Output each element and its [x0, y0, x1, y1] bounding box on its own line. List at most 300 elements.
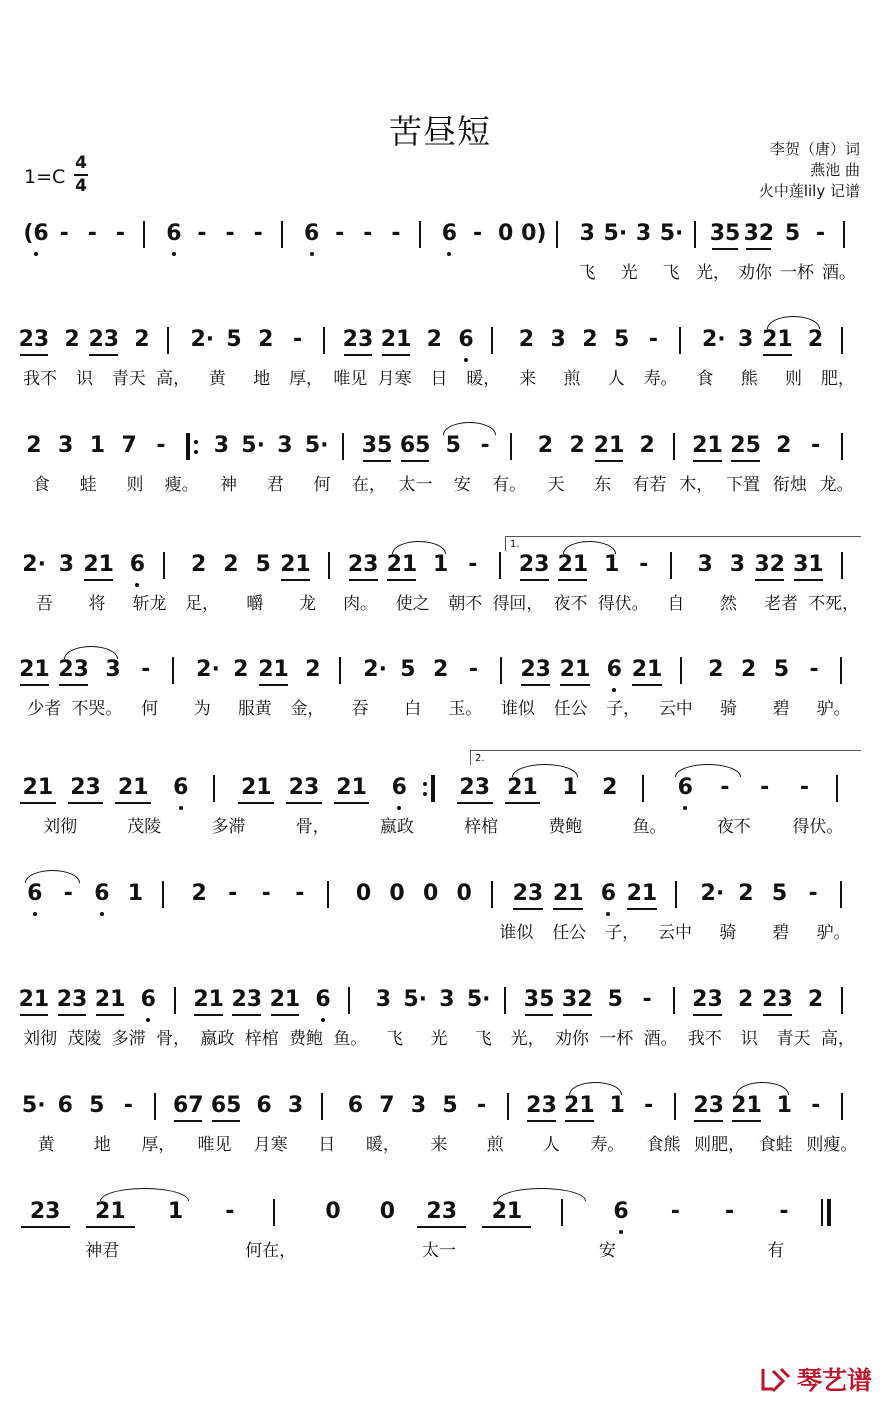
eighth-underline	[334, 802, 370, 804]
note: -	[816, 221, 826, 246]
volta-first-label: 1.	[510, 539, 520, 550]
barline	[841, 1093, 843, 1120]
lyric: 光，	[510, 1029, 545, 1049]
lyric: 多滞	[111, 1029, 146, 1049]
note: 2·	[700, 881, 725, 906]
barline	[281, 221, 283, 248]
low-octave-dot	[172, 252, 176, 256]
note: 31	[793, 552, 824, 577]
lyric: 厚，	[289, 369, 324, 389]
note: 0	[379, 1199, 396, 1224]
note: 21	[380, 327, 412, 352]
note: 3	[579, 221, 595, 246]
note: 2·	[190, 327, 215, 352]
eighth-underline	[21, 1226, 70, 1228]
note: 0)	[521, 221, 547, 246]
key-signature: 1=C	[24, 166, 66, 188]
barline	[213, 775, 215, 802]
lyric: 飞	[386, 1029, 404, 1049]
eighth-underline	[382, 354, 411, 356]
note: 6	[140, 987, 156, 1012]
eighth-underline	[520, 579, 549, 581]
eighth-underline	[732, 1120, 760, 1122]
barline	[143, 221, 145, 248]
note: 2	[134, 327, 150, 352]
lyric: 瘦。	[164, 475, 199, 495]
lyric: 梓棺	[244, 1029, 279, 1049]
time-signature-unit: 4	[75, 176, 87, 196]
barline	[841, 987, 843, 1014]
lyric: 神	[220, 475, 237, 495]
note: 6	[677, 775, 693, 800]
barline	[348, 987, 350, 1014]
eighth-underline	[693, 460, 722, 462]
lyric: 光，	[696, 263, 730, 283]
note: -	[648, 327, 659, 352]
eighth-underline	[286, 802, 322, 804]
lyric: 来	[519, 369, 537, 389]
lyric: 得伏。	[792, 817, 844, 837]
note: -	[293, 327, 303, 352]
lyric: 寿。	[590, 1135, 625, 1155]
lyric: 厚，	[141, 1135, 176, 1155]
barline	[675, 881, 677, 908]
note: 2·	[22, 552, 46, 577]
lyric: 月寒	[253, 1135, 288, 1155]
lyric: 安	[453, 475, 471, 495]
note: 3	[58, 552, 75, 577]
barline	[836, 775, 838, 802]
note: 2·	[701, 327, 726, 352]
note: 5	[442, 1093, 458, 1118]
lyric: 龙	[298, 594, 316, 614]
barline	[162, 881, 164, 908]
note: 5	[226, 327, 242, 352]
lyric: 鱼。	[333, 1029, 368, 1049]
note: 21	[280, 552, 311, 577]
note: 2	[738, 881, 754, 906]
barline	[670, 552, 672, 579]
eighth-underline	[693, 1014, 722, 1016]
lyric: 劝你	[554, 1029, 589, 1049]
lyric: 费鲍	[289, 1029, 324, 1049]
lyric: 骨，	[295, 817, 330, 837]
lyric: 得回，	[492, 594, 544, 614]
repeat-barline	[431, 775, 435, 802]
note: 21	[593, 433, 625, 458]
note: 2	[569, 433, 585, 458]
lyric: 识	[75, 369, 93, 389]
note: -	[799, 775, 809, 800]
lyric: 暖，	[365, 1135, 400, 1155]
lyric: 龙。	[819, 475, 854, 495]
eighth-underline	[794, 579, 823, 581]
volta-second-label: 2.	[475, 753, 485, 764]
repeat-barline	[186, 433, 190, 460]
lyric: 东	[594, 475, 612, 495]
barline	[510, 433, 512, 460]
note: 23	[518, 552, 550, 577]
note: 2	[518, 327, 535, 352]
eighth-underline	[238, 802, 274, 804]
barline	[841, 433, 843, 460]
eighth-underline	[281, 579, 310, 581]
lyric: 食熊	[646, 1135, 681, 1155]
note: 3	[697, 552, 713, 577]
lyric: 神君	[85, 1241, 120, 1261]
note: 32	[754, 552, 785, 577]
barline	[841, 552, 843, 579]
note: 5	[614, 327, 630, 352]
lyric: 太一	[398, 475, 433, 495]
lyric: 我不	[23, 369, 58, 389]
note: 35	[361, 433, 393, 458]
lyric: 唯见	[197, 1135, 232, 1155]
eighth-underline	[344, 354, 373, 356]
low-octave-dot	[447, 252, 451, 256]
note: 23	[692, 987, 723, 1012]
lyric: 斩龙	[132, 594, 167, 614]
final-barline	[827, 1199, 831, 1226]
note: -	[809, 657, 819, 682]
lyric: 光	[620, 263, 638, 283]
eighth-underline	[68, 802, 104, 804]
note: -	[468, 657, 478, 682]
note: 2	[223, 552, 239, 577]
low-octave-dot	[606, 912, 610, 916]
lyric: 一杯	[780, 263, 814, 283]
lyric: 嬴政	[379, 817, 414, 837]
eighth-underline	[232, 1014, 261, 1016]
lyric: 云中	[658, 923, 692, 943]
barline	[174, 987, 176, 1014]
lyric: 食	[32, 475, 50, 495]
eighth-underline	[632, 684, 661, 686]
lyric: 蛙	[79, 475, 97, 495]
barline	[172, 657, 174, 684]
note: 6	[600, 881, 617, 906]
barline	[499, 552, 501, 579]
note: 7	[379, 1093, 395, 1118]
eighth-underline	[96, 1014, 125, 1016]
note: 23	[512, 881, 544, 906]
repeat-dot	[194, 450, 198, 454]
slur	[675, 764, 741, 777]
note: 1	[89, 433, 106, 458]
lyric: 梓棺	[464, 817, 499, 837]
note: 21	[692, 433, 723, 458]
lyric: 碧	[772, 699, 790, 719]
note: 23	[29, 1199, 61, 1224]
qinyipu-logo	[759, 1361, 872, 1397]
lyric: 煎	[563, 369, 581, 389]
note: 5·	[304, 433, 329, 458]
barline	[154, 1093, 156, 1120]
note: -	[468, 552, 478, 577]
note: 21	[117, 775, 149, 800]
lyric: 吾	[35, 594, 53, 614]
lyric: 金，	[290, 699, 325, 719]
note: -	[156, 433, 166, 458]
note: 7	[121, 433, 137, 458]
note: 23	[526, 1093, 557, 1118]
note: 32	[743, 221, 775, 246]
note: 21	[19, 657, 50, 682]
eighth-underline	[763, 1014, 792, 1016]
eighth-underline	[525, 1014, 554, 1016]
lyric: 茂陵	[67, 1029, 102, 1049]
lyric: 云中	[658, 699, 693, 719]
lyricist-credit: 李贺（唐）词	[769, 140, 860, 158]
barline	[328, 552, 330, 579]
note: 3	[105, 657, 121, 682]
low-octave-dot	[397, 806, 401, 810]
low-octave-dot	[683, 806, 687, 810]
note: 23	[56, 987, 88, 1012]
lyric: 刘彻	[43, 817, 78, 837]
note: -	[779, 1199, 789, 1224]
song-title: 苦昼短	[389, 112, 491, 151]
note: 0	[355, 881, 372, 906]
note: 2	[582, 327, 598, 352]
note: 21	[258, 657, 289, 682]
note: 23	[88, 327, 120, 352]
note: 21	[386, 552, 418, 577]
note: 2	[639, 433, 655, 458]
repeat-dot	[423, 782, 427, 786]
note: 23	[231, 987, 263, 1012]
note: -	[760, 775, 770, 800]
note: 5	[773, 657, 790, 682]
note: 1	[776, 1093, 792, 1118]
note: 2	[737, 987, 754, 1012]
note: 6	[391, 775, 407, 800]
lyric: 食	[696, 369, 714, 389]
note: 5·	[403, 987, 427, 1012]
note: 3	[410, 1093, 427, 1118]
lyric: 嬴政	[200, 1029, 235, 1049]
note: 3	[439, 987, 455, 1012]
lyric: 日	[318, 1135, 336, 1155]
note: -	[123, 1093, 133, 1118]
lyric: 高，	[820, 1029, 855, 1049]
note: 23	[342, 327, 374, 352]
eighth-underline	[401, 460, 430, 462]
note: 6	[441, 221, 458, 246]
eighth-underline	[731, 460, 760, 462]
note: 3	[287, 1093, 304, 1118]
lyric: 任公	[553, 699, 588, 719]
eighth-underline	[58, 1014, 87, 1016]
barline	[500, 657, 502, 684]
lyric: 足，	[185, 594, 220, 614]
note: 5·	[659, 221, 684, 246]
eighth-underline	[387, 579, 416, 581]
note: 2	[708, 657, 724, 682]
note: -	[472, 221, 483, 246]
note: -	[295, 881, 305, 906]
barline	[694, 221, 696, 248]
lyric: 劝你	[738, 263, 772, 283]
lyric: 一杯	[599, 1029, 634, 1049]
note: 2	[776, 433, 792, 458]
eighth-underline	[349, 579, 378, 581]
note: 2	[432, 657, 449, 682]
eighth-underline	[627, 908, 657, 910]
lyric: 得伏。	[597, 594, 649, 614]
note: 21	[269, 987, 301, 1012]
note: (6	[23, 221, 49, 246]
lyric: 天	[547, 475, 565, 495]
low-octave-dot	[146, 1018, 150, 1022]
note: 0	[422, 881, 439, 906]
lyric: 黄	[37, 1135, 55, 1155]
lyric: 光	[430, 1029, 448, 1049]
note: 21	[491, 1199, 523, 1224]
note: 23	[18, 327, 50, 352]
note: 3	[737, 327, 754, 352]
note: 2·	[363, 657, 387, 682]
eighth-underline	[89, 354, 118, 356]
lyric: 何在，	[245, 1241, 297, 1261]
lyric: 我不	[687, 1029, 722, 1049]
lyric: 夜不	[716, 817, 751, 837]
note: 2	[233, 657, 249, 682]
note: 2	[191, 881, 207, 906]
note: 5·	[241, 433, 265, 458]
barline	[327, 881, 329, 908]
note: 5	[255, 552, 271, 577]
note: -	[228, 881, 238, 906]
barline	[843, 221, 845, 248]
eighth-underline	[595, 460, 624, 462]
lyric: 太一	[422, 1241, 456, 1261]
note: 21	[731, 1093, 762, 1118]
barline	[323, 327, 325, 354]
barline	[680, 657, 682, 684]
note: -	[644, 1093, 654, 1118]
note: 21	[95, 1199, 126, 1224]
note: 2·	[196, 657, 220, 682]
lyric: 有	[767, 1241, 785, 1261]
note: -	[480, 433, 490, 458]
barline	[642, 775, 644, 802]
note: 67	[172, 1093, 204, 1118]
lyric: 君	[266, 475, 284, 495]
note: -	[253, 221, 263, 246]
lyric: 识	[740, 1029, 758, 1049]
note: -	[335, 221, 345, 246]
lyric: 骑	[719, 699, 737, 719]
note: 6	[173, 775, 189, 800]
note: 21	[18, 987, 50, 1012]
eighth-underline	[84, 579, 113, 581]
note: 3	[550, 327, 566, 352]
low-octave-dot	[100, 912, 104, 916]
low-octave-dot	[619, 1230, 623, 1234]
volta-second-ending	[470, 750, 861, 765]
note: 2	[740, 657, 757, 682]
barline	[491, 327, 493, 354]
lyric: 食蛙	[758, 1135, 793, 1155]
eighth-underline	[194, 1014, 223, 1016]
lyric: 谁似	[499, 923, 534, 943]
note: 2	[64, 327, 80, 352]
note: 23	[762, 987, 793, 1012]
note: 1	[562, 775, 578, 800]
note: -	[725, 1199, 735, 1224]
lyric: 飞	[474, 1029, 492, 1049]
lyric: 茂陵	[127, 817, 162, 837]
eighth-underline	[86, 1226, 135, 1228]
note: -	[59, 221, 69, 246]
barline	[840, 657, 842, 684]
note: -	[810, 433, 821, 458]
lyric: 有若	[632, 475, 667, 495]
note: 23	[459, 775, 491, 800]
note: -	[87, 221, 97, 246]
note: -	[476, 1093, 487, 1118]
lyric: 下置	[726, 475, 761, 495]
eighth-underline	[558, 579, 587, 581]
note: 35	[709, 221, 741, 246]
note: 6	[129, 552, 146, 577]
note: 5	[89, 1093, 105, 1118]
note: -	[720, 775, 730, 800]
note: -	[811, 1093, 821, 1118]
note: 5	[784, 221, 801, 246]
low-octave-dot	[310, 252, 314, 256]
note: 0	[456, 881, 472, 906]
note: 21	[559, 657, 591, 682]
lyric: 有。	[492, 475, 527, 495]
note: 23	[347, 552, 379, 577]
low-octave-dot	[321, 1018, 325, 1022]
barline	[674, 1093, 676, 1120]
volta-first-ending	[505, 536, 861, 551]
lyric: 不死，	[808, 594, 860, 614]
eighth-underline	[20, 1014, 49, 1016]
note: -	[261, 881, 271, 906]
lyric: 白	[404, 699, 422, 719]
note: 3	[635, 221, 652, 246]
note: 6	[94, 881, 110, 906]
eighth-underline	[115, 802, 151, 804]
lyric: 子，	[606, 699, 641, 719]
note: 0	[325, 1199, 341, 1224]
barline	[673, 987, 675, 1014]
eighth-underline	[565, 1120, 593, 1122]
lyric: 夜不	[553, 594, 588, 614]
note: 6	[27, 881, 43, 906]
lyric: 肉。	[343, 594, 378, 614]
note: 6	[613, 1199, 629, 1224]
note: 2	[305, 657, 321, 682]
barline	[679, 327, 681, 354]
note: 5	[607, 987, 623, 1012]
note: 2	[191, 552, 207, 577]
lyric: 费鲍	[548, 817, 583, 837]
lyric: 来	[430, 1135, 448, 1155]
lyric: 飞	[662, 263, 680, 283]
note: 5·	[603, 221, 628, 246]
note: 23	[426, 1199, 458, 1224]
barline	[273, 1199, 275, 1226]
barline	[163, 552, 165, 579]
low-octave-dot	[612, 688, 616, 692]
eighth-underline	[482, 1226, 531, 1228]
eighth-underline	[20, 354, 49, 356]
